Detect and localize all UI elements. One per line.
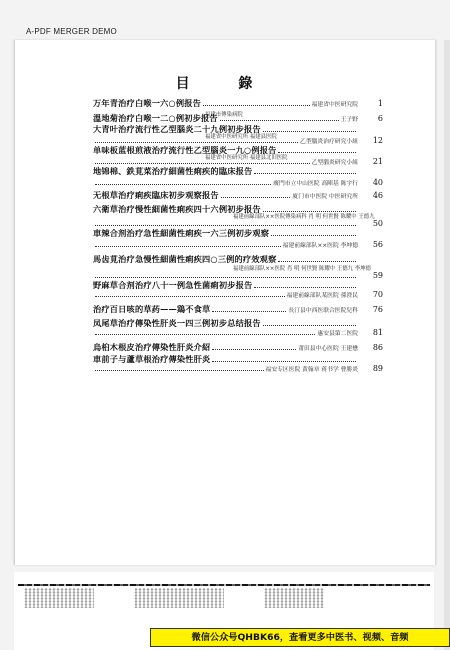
toc-entry-title: 車前子与蘆草根治疗傳染性肝炎 [93,354,211,364]
toc-entry[interactable] [93,124,383,134]
toc-entry[interactable] [93,178,383,190]
toc-entry-title: 車辣合剂治疗急性細菌性痢疾一六三例初步观察 [93,228,270,238]
toc-entry-page-number: 21 [372,157,383,166]
dot-leader [220,119,339,121]
toc-entry-row [93,190,383,201]
toc-entry-page-number: 86 [372,343,383,352]
scrollbar[interactable] [444,40,450,650]
toc-entry-author: 福建前線部队××医院 李坤德 [282,243,358,249]
toc-entry-page-number: 12 [372,136,383,145]
toc-entry-title: 地锦棉、鉄莧菜治疗細菌性痢疾的臨床报告 [93,166,253,176]
toc-entry-title: 单味板蓝根煎液治疗流行性乙型腦炎一九○例报告 [93,145,277,155]
toc-entry[interactable] [93,342,383,354]
toc-entry[interactable] [93,280,383,290]
toc-entry-title: 溫地菊治疗白喉一二○例初步报告 [93,113,218,123]
toc-entry-affiliation: 福建市傳染病院 [205,112,243,118]
toc-entry-affiliation: 福建省中医研究所 福建县北旧医院 [205,155,288,161]
toc-entry[interactable] [93,354,383,364]
toc-entry[interactable] [93,318,383,328]
promo-watermark: 微信公众号QHBK66，查看更多中医书、视频、音频 [150,628,450,647]
toc-entry[interactable] [93,266,383,280]
toc-entry[interactable] [93,166,383,178]
toc-entry-row [93,98,383,109]
toc-entry[interactable] [93,145,383,155]
dot-leader [254,172,356,174]
toc-entry[interactable] [93,304,383,318]
dot-leader [95,369,264,371]
toc-entry[interactable] [93,112,383,124]
dot-leader [212,310,286,312]
dot-leader [95,276,356,278]
toc-entry-row [93,304,383,315]
toc-entry-page-number: 89 [372,364,383,373]
toc-entry-author: 福安专区医院 黃翰章 蒋书学 曹勝炎 [265,367,358,373]
scan-noise [134,588,224,608]
toc-entry[interactable] [93,214,383,228]
toc-entry[interactable] [93,190,383,204]
toc-entry-title: 无根草治疗痢疾臨床初步观察报告 [93,190,219,200]
toc-entry-row [93,113,383,124]
dot-leader [278,151,356,153]
toc-entry-author: 乙型腦炎研究小組 [311,160,358,166]
toc-entry-author: 廈门市中医院 中医研究所 [292,194,358,200]
toc-entry[interactable] [93,204,383,214]
toc-entry-title: 凤尾草治疗傳染性肝炎一四三例初步总结报告 [93,318,261,328]
toc-entry-row [93,364,383,373]
demo-banner: A-PDF MERGER DEMO [26,27,117,36]
dot-leader [95,333,315,335]
toc-entry-author: 長汀县中西医联合医院兒科 [288,308,358,314]
dot-leader [212,360,356,362]
toc-entry-affiliation: 福建前線部队××医院 肖 明 何世賢 陈耀中 王德九 李坤德 [233,266,371,272]
toc-entry-row [93,166,383,177]
toc-entry-page-number: 70 [372,290,383,299]
toc-entry-title: 大青叶治疗流行性乙型腦炎二十九例初步报告 [93,124,261,134]
toc-entry-row [93,228,383,239]
toc-entry-row [93,136,383,145]
toc-entry[interactable] [93,290,383,304]
toc-entry[interactable] [93,98,383,112]
dot-leader [221,196,291,198]
toc-entry-page-number: 59 [372,271,383,280]
toc-entry-author: 福建前線部队某医院 孫澄民 [286,293,358,299]
dot-leader [95,295,285,297]
toc-entry-row [93,254,383,265]
toc-entry-page-number: 40 [372,178,383,187]
dot-leader [263,130,356,132]
toc-entry-page-number: 50 [372,219,383,228]
toc-entry[interactable] [93,240,383,254]
dot-leader [95,224,356,226]
toc-entry-title: 馬齿莧治疗急慢性細菌性痢疾四○三例的疗效观察 [93,254,277,264]
dot-leader [95,141,298,143]
toc-entry-author: 福建省中医研究院 [311,102,358,108]
toc-entry-row [93,219,383,228]
dot-leader [95,183,271,185]
dot-leader [203,104,310,106]
toc-entry-author: 乙型腦炎治疗研究小組 [300,139,358,145]
toc-entry-row [93,240,383,249]
toc-entry-row [93,342,383,353]
toc-entry-author: 莆田县中心医院 王建懋 [298,346,358,352]
scan-artifact [18,584,430,586]
table-of-contents [93,98,383,378]
toc-entry[interactable] [93,228,383,240]
toc-entry-title: 烏桕木根皮治疗傳染性肝炎介紹 [93,342,211,352]
toc-entry-affiliation: 福建省中医研究所 福建县医院 [205,134,277,140]
toc-entry-title: 六衛草治疗慢性細菌性痢疾四十六例初步报告 [93,204,261,214]
toc-entry-title: 治疗百日咳的草药——鶏不食草 [93,304,211,314]
dot-leader [254,286,356,288]
toc-entry-row [93,271,383,280]
toc-entry-author: 惠安县第二医院 [317,331,358,337]
toc-entry[interactable] [93,254,383,266]
toc-entry[interactable] [93,155,383,166]
dot-leader [212,348,296,350]
toc-entry[interactable] [93,134,383,145]
toc-entry-page-number: 1 [377,99,383,108]
toc-entry-row [93,290,383,299]
document-page [14,40,436,565]
toc-entry-page-number: 56 [372,240,383,249]
toc-entry-author: 廣門市立中山医院 高陣基 陈宇行 [273,181,358,187]
dot-leader [95,162,310,164]
toc-entry-row [93,178,383,187]
toc-entry-author: 王子野 [340,117,358,123]
dot-leader [95,245,281,247]
toc-entry-title: 万年青治疗白喉一六○例报告 [93,98,201,108]
toc-entry-page-number: 81 [372,328,383,337]
toc-entry-row [93,157,383,166]
page-title: 目 錄 [175,76,275,92]
dot-leader [278,260,356,262]
dot-leader [271,234,356,236]
toc-entry-affiliation: 福建前線部队××医院傳染病科 肖 明 何世賢 陈耀中 王德九 [233,214,375,220]
toc-entry-page-number: 6 [377,114,383,123]
toc-entry-page-number: 46 [372,191,383,200]
toc-entry-title: 野麻草合剂治疗八十一例急性菌痢初步报告 [93,280,253,290]
dot-leader [263,210,356,212]
scan-noise [264,588,324,608]
dot-leader [263,324,356,326]
toc-entry-row [93,328,383,337]
toc-entry[interactable] [93,364,383,378]
toc-entry[interactable] [93,328,383,342]
toc-entry-page-number: 76 [372,305,383,314]
scan-noise [24,588,94,608]
